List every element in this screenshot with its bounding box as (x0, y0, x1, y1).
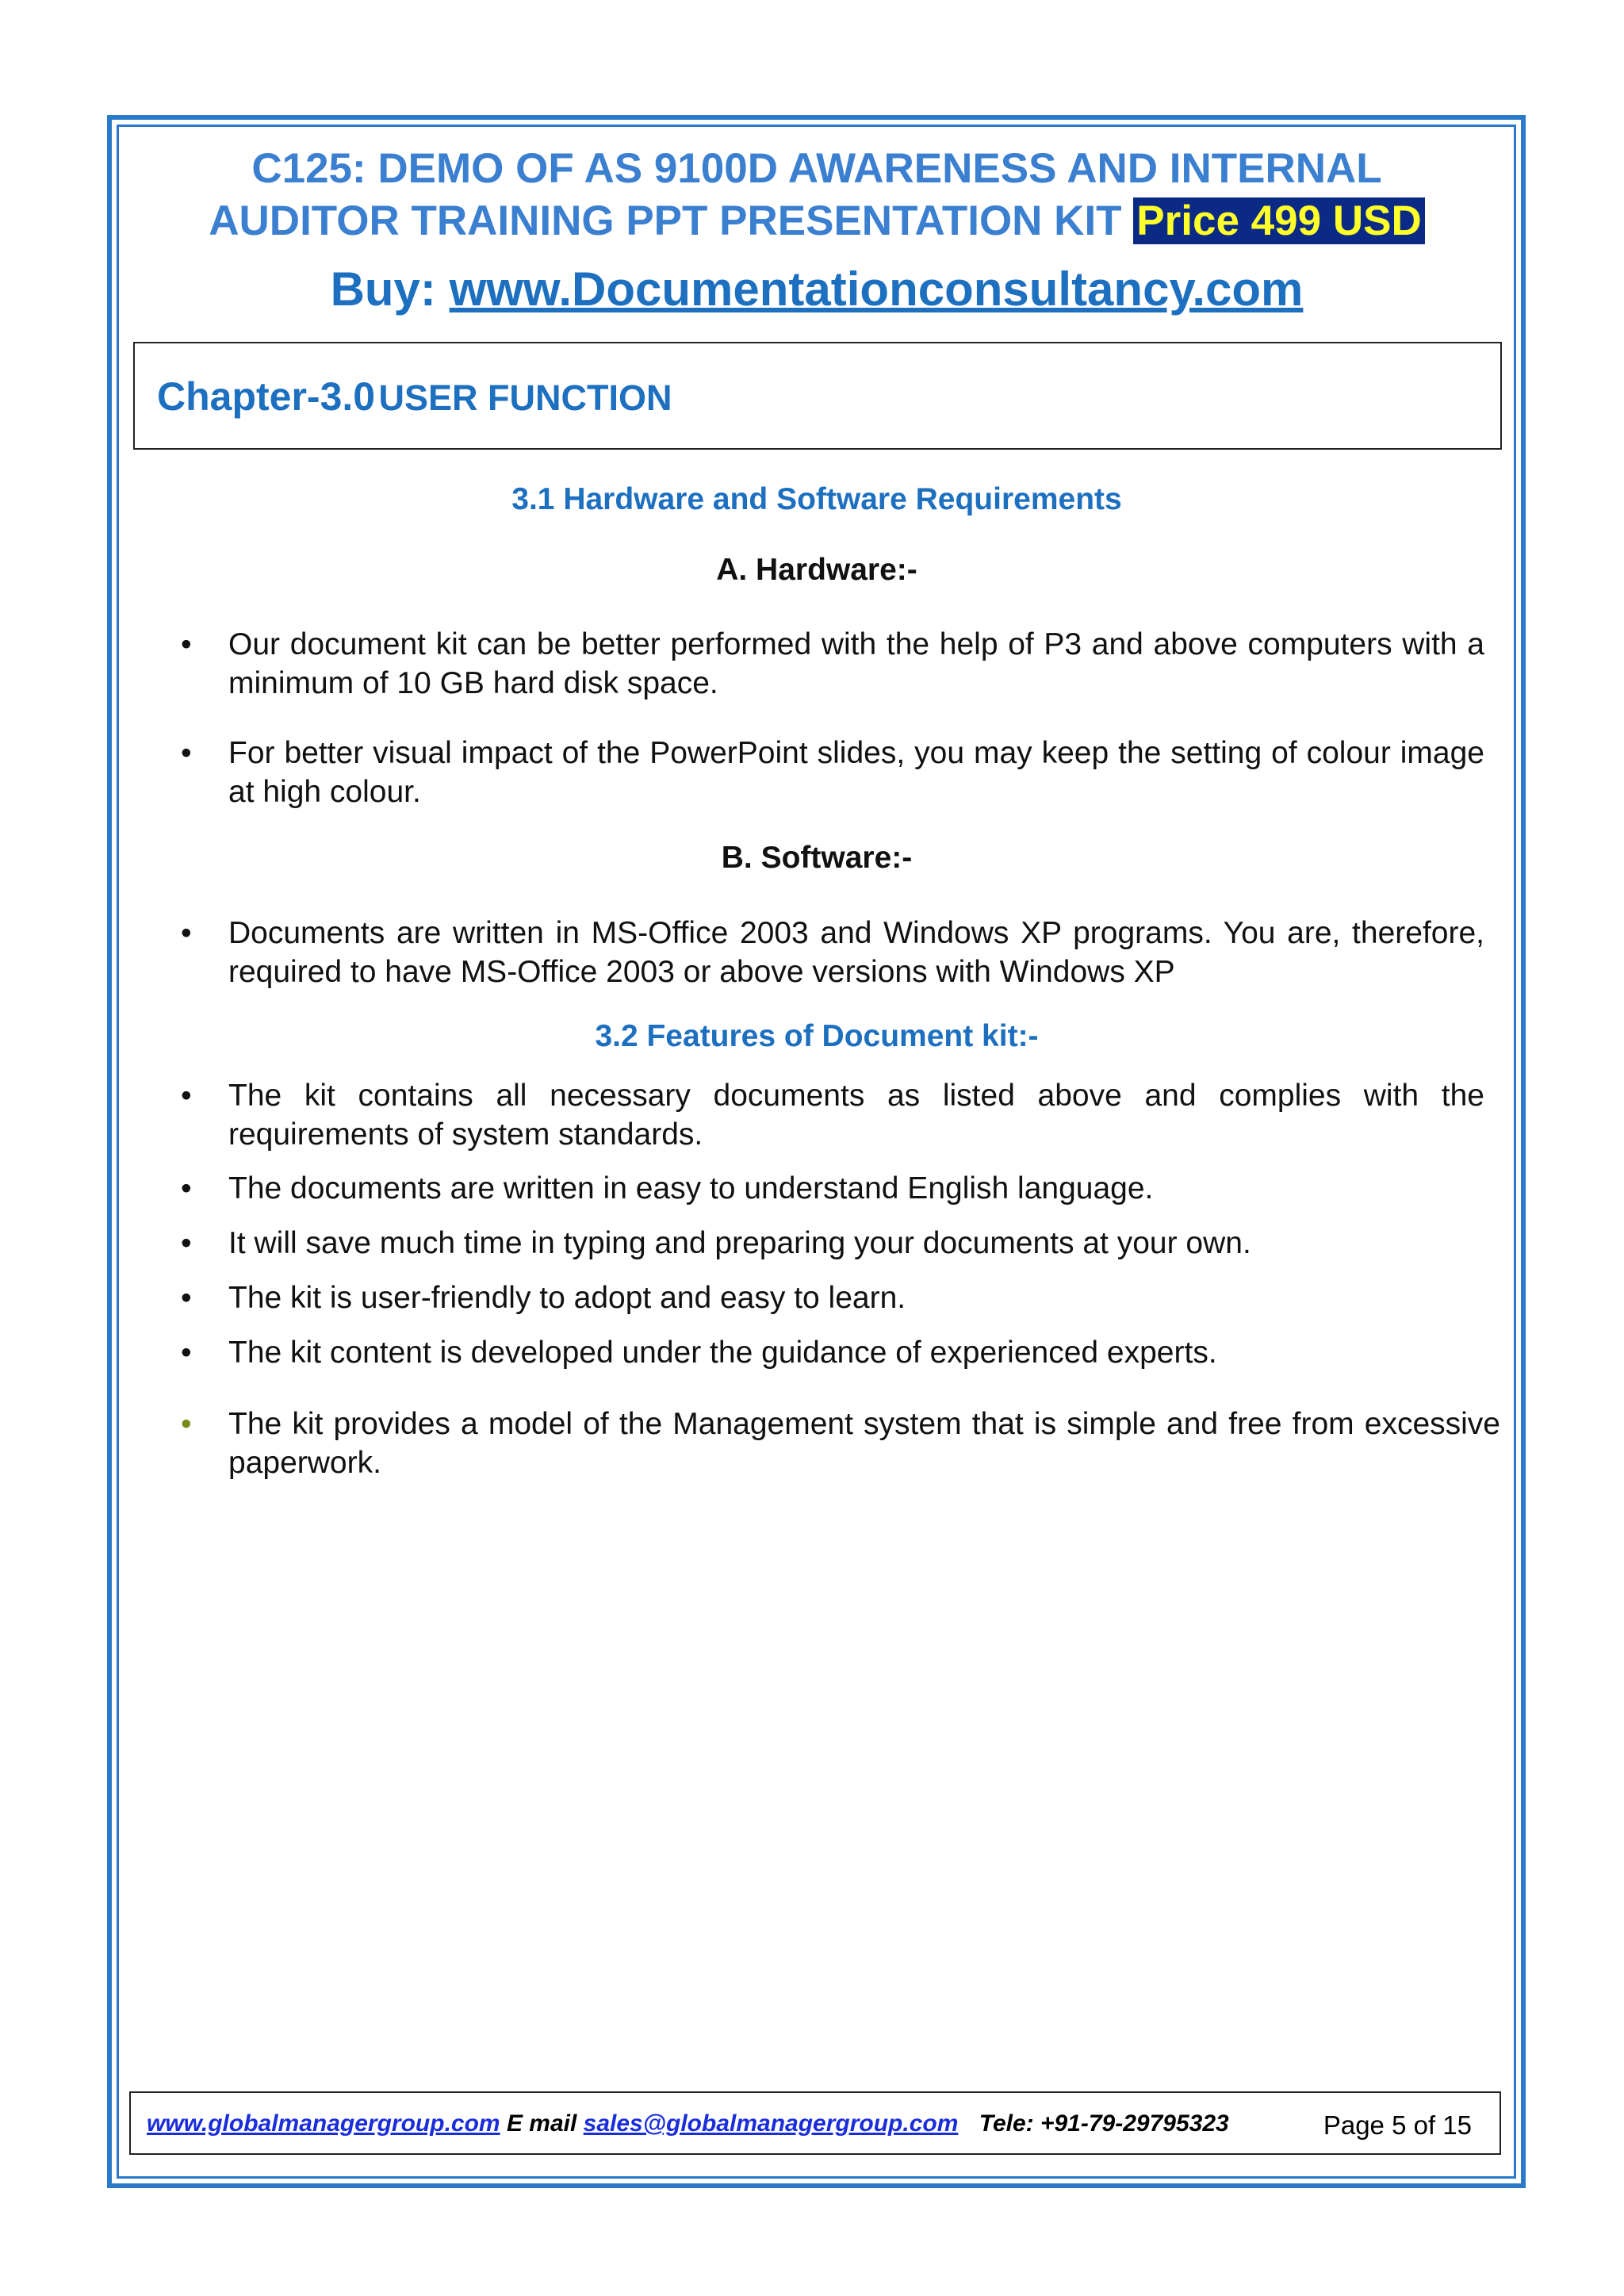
list-item-text: Documents are written in MS-Office 2003 and Windows XP programs. You are, therefore, required to have MS-Office 2003 or above versions with Windows XP (228, 916, 1484, 989)
bullet-icon: • (181, 1226, 192, 1260)
document-title (159, 143, 1475, 247)
bullet-icon: • (181, 916, 192, 950)
chapter-title (157, 374, 672, 420)
footer (129, 2091, 1501, 2155)
section-heading-3-1: 3.1 Hardware and Software Requirements (511, 482, 1122, 516)
list-item-text: It will save much time in typing and preparing your documents at your own. (228, 1226, 1251, 1260)
footer-contact (147, 2110, 1229, 2137)
bullet-icon: • (181, 1281, 192, 1315)
bullet-icon: • (181, 627, 192, 661)
buy-line (119, 258, 1515, 321)
buy-link[interactable]: www.Documentationconsultancy.com (449, 263, 1304, 316)
list-item-text: The kit provides a model of the Management system that is simple and free from excessive paperwork. (228, 1407, 1500, 1480)
software-heading: B. Software:- (721, 841, 913, 875)
list-item-text: The documents are written in easy to understand English language. (228, 1171, 1154, 1205)
section-heading-3-2: 3.2 Features of Document kit:- (595, 1019, 1039, 1053)
title-line-2-text: AUDITOR TRAINING PPT PRESENTATION KIT (209, 197, 1122, 244)
list-item-text: Our document kit can be better performed with the help of P3 and above computers with a minimum of 10 GB hard disk space. (228, 627, 1484, 700)
bullet-icon: • (181, 736, 192, 770)
title-line-1: C125: DEMO OF AS 9100D AWARENESS AND INTERNAL (251, 145, 1382, 192)
list-item-text: The kit is user-friendly to adopt and easy to learn. (228, 1281, 906, 1315)
chapter-box (133, 342, 1502, 450)
chapter-name: USER FUNCTION (378, 378, 672, 418)
footer-email-link[interactable]: sales@globalmanagergroup.com (583, 2110, 959, 2137)
footer-phone: Tele: +91-79-29795323 (979, 2110, 1229, 2137)
hardware-heading: A. Hardware:- (716, 553, 917, 587)
bullet-icon: • (181, 1336, 192, 1370)
footer-website-link[interactable]: www.globalmanagergroup.com (147, 2110, 500, 2137)
list-item-text: The kit content is developed under the guidance of experienced experts. (228, 1336, 1217, 1370)
page-number: Page 5 of 15 (1323, 2110, 1472, 2140)
list-item-text: The kit contains all necessary documents as listed above and complies with the requirements of system standards. (228, 1079, 1484, 1152)
bullet-icon: • (181, 1407, 192, 1441)
buy-label: Buy: (330, 263, 436, 316)
bullet-icon: • (181, 1079, 192, 1113)
chapter-number: Chapter-3.0 (157, 374, 376, 419)
footer-email-label: E mail (506, 2110, 577, 2137)
title-line-2 (159, 195, 1475, 247)
price-badge: Price 499 USD (1133, 197, 1424, 244)
bullet-icon: • (181, 1171, 192, 1205)
list-item-text: For better visual impact of the PowerPoint slides, you may keep the setting of colour image at high colour. (228, 736, 1484, 809)
